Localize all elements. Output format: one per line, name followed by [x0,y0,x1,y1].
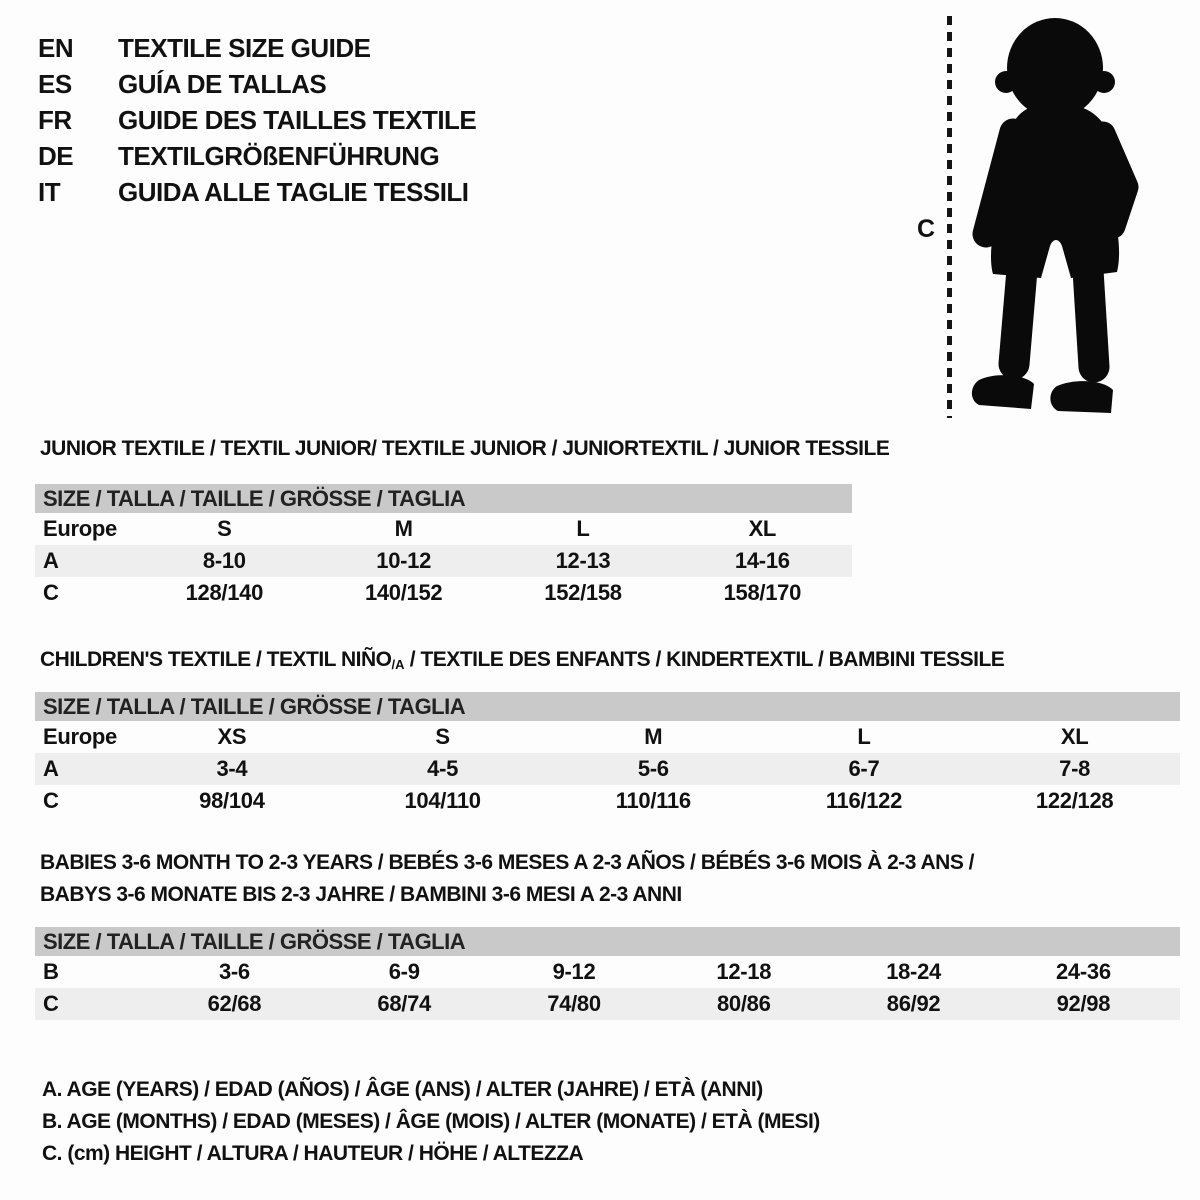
row-label-cell: C [43,991,59,1016]
size-cell: 74/80 [547,991,601,1016]
lang-code: EN [38,33,74,63]
children-title-text: CHILDREN'S TEXTILE / TEXTIL NIÑO [40,648,392,671]
height-measure-label: C [917,215,936,243]
lang-code: IT [38,177,61,207]
babies-section-title-line-2: BABYS 3-6 MONATE BIS 2-3 JAHRE / BAMBINI 3-6 MESI A 2-3 ANNI [40,883,682,906]
size-cell: M [644,724,663,749]
lang-row-de [38,138,476,174]
baby-silhouette-image [965,12,1143,418]
babies-section-title-line-1: BABIES 3-6 MONTH TO 2-3 YEARS / BEBÉS 3-6 MESES A 2-3 AÑOS / BÉBÉS 3-6 MOIS À 2-3 ANS / [40,851,975,874]
size-cell: 128/140 [185,580,264,605]
lang-row-en [38,30,476,66]
size-cell: 6-9 [388,959,420,984]
lang-title: GUÍA DE TALLAS [118,69,327,99]
size-cell: 98/104 [199,788,265,813]
size-cell: 24-36 [1055,959,1111,984]
row-label-cell: A [43,548,59,573]
table-row-months [35,956,1180,988]
size-cell: 152/158 [544,580,622,605]
size-cell: 12-18 [716,959,772,984]
junior-section-title: JUNIOR TEXTILE / TEXTIL JUNIOR/ TEXTILE JUNIOR / JUNIORTEXTIL / JUNIOR TESSILE [40,437,890,460]
size-cell: 116/122 [825,788,903,813]
row-label-cell: Europe [43,724,117,749]
size-cell: 6-7 [848,756,880,781]
table-row-height [35,785,1180,817]
size-cell: 104/110 [404,788,481,813]
children-size-table [35,692,1180,817]
size-cell: 18-24 [886,959,941,984]
size-cell: L [576,516,590,541]
junior-size-header-bar: SIZE / TALLA / TAILLE / GRÖSSE / TAGLIA [35,484,852,513]
size-cell: 140/152 [364,580,443,605]
size-cell: 122/128 [1035,788,1114,813]
babies-size-table [35,927,1180,1020]
size-cell: 7-8 [1059,756,1091,781]
size-cell: XL [1060,724,1089,749]
size-cell: 9-12 [552,959,596,984]
legend-line-b: B. AGE (MONTHS) / EDAD (MESES) / ÂGE (MOIS) / ALTER (MONATE) / ETÀ (MESI) [42,1110,820,1133]
height-figure [895,10,1185,425]
size-cell: 110/116 [615,788,691,813]
lang-title: TEXTILGRÖßENFÜHRUNG [118,141,440,171]
children-title-text: / TEXTILE DES ENFANTS / KINDERTEXTIL / BAMBINI TESSILE [404,648,1005,671]
size-cell: S [435,724,450,749]
children-section-title [40,648,1004,672]
row-label-cell: C [43,788,59,813]
babies-size-header-bar: SIZE / TALLA / TAILLE / GRÖSSE / TAGLIA [35,927,1180,956]
table-row-europe [35,721,1180,753]
table-row-europe [35,513,852,545]
size-cell: 86/92 [886,991,941,1016]
row-label-cell: Europe [43,516,117,541]
size-cell: 92/98 [1056,991,1111,1016]
table-row-age [35,545,852,577]
size-cell: 3-6 [218,959,250,984]
size-cell: 8-10 [202,548,246,573]
lang-row-fr [38,102,476,138]
junior-size-table [35,484,852,609]
lang-code: ES [38,69,72,99]
size-cell: 80/86 [717,991,771,1016]
size-cell: 10-12 [376,548,432,573]
row-label-cell: C [43,580,59,605]
legend-line-c: C. (cm) HEIGHT / ALTURA / HAUTEUR / HÖHE / ALTEZZA [42,1142,584,1165]
size-cell: S [217,516,232,541]
table-row-height [35,988,1180,1020]
row-label-cell: A [43,756,59,781]
size-cell: 68/74 [377,991,431,1016]
table-row-age [35,753,1180,785]
size-cell: 3-4 [216,756,248,781]
lang-code: DE [38,141,74,171]
children-size-header-bar: SIZE / TALLA / TAILLE / GRÖSSE / TAGLIA [35,692,1180,721]
children-title-subscript: /A [391,657,405,672]
lang-title: GUIDE DES TAILLES TEXTILE [118,105,477,135]
size-cell: 158/170 [723,580,802,605]
height-measure-line [947,16,952,418]
size-cell: 4-5 [427,756,459,781]
language-header [38,30,476,210]
lang-title: TEXTILE SIZE GUIDE [118,33,371,63]
size-cell: 62/68 [207,991,262,1016]
legend-line-a: A. AGE (YEARS) / EDAD (AÑOS) / ÂGE (ANS) / ALTER (JAHRE) / ETÀ (ANNI) [42,1078,763,1101]
size-cell: 12-13 [555,548,611,573]
size-cell: XL [748,516,777,541]
size-cell: XS [217,724,247,749]
lang-title: GUIDA ALLE TAGLIE TESSILI [118,177,469,207]
lang-row-it [38,174,476,210]
lang-row-es [38,66,476,102]
lang-code: FR [38,105,72,135]
size-cell: 5-6 [637,756,669,781]
size-cell: 14-16 [734,548,790,573]
size-cell: L [857,724,871,749]
row-label-cell: B [43,959,59,984]
table-row-height [35,577,852,609]
size-cell: M [394,516,413,541]
